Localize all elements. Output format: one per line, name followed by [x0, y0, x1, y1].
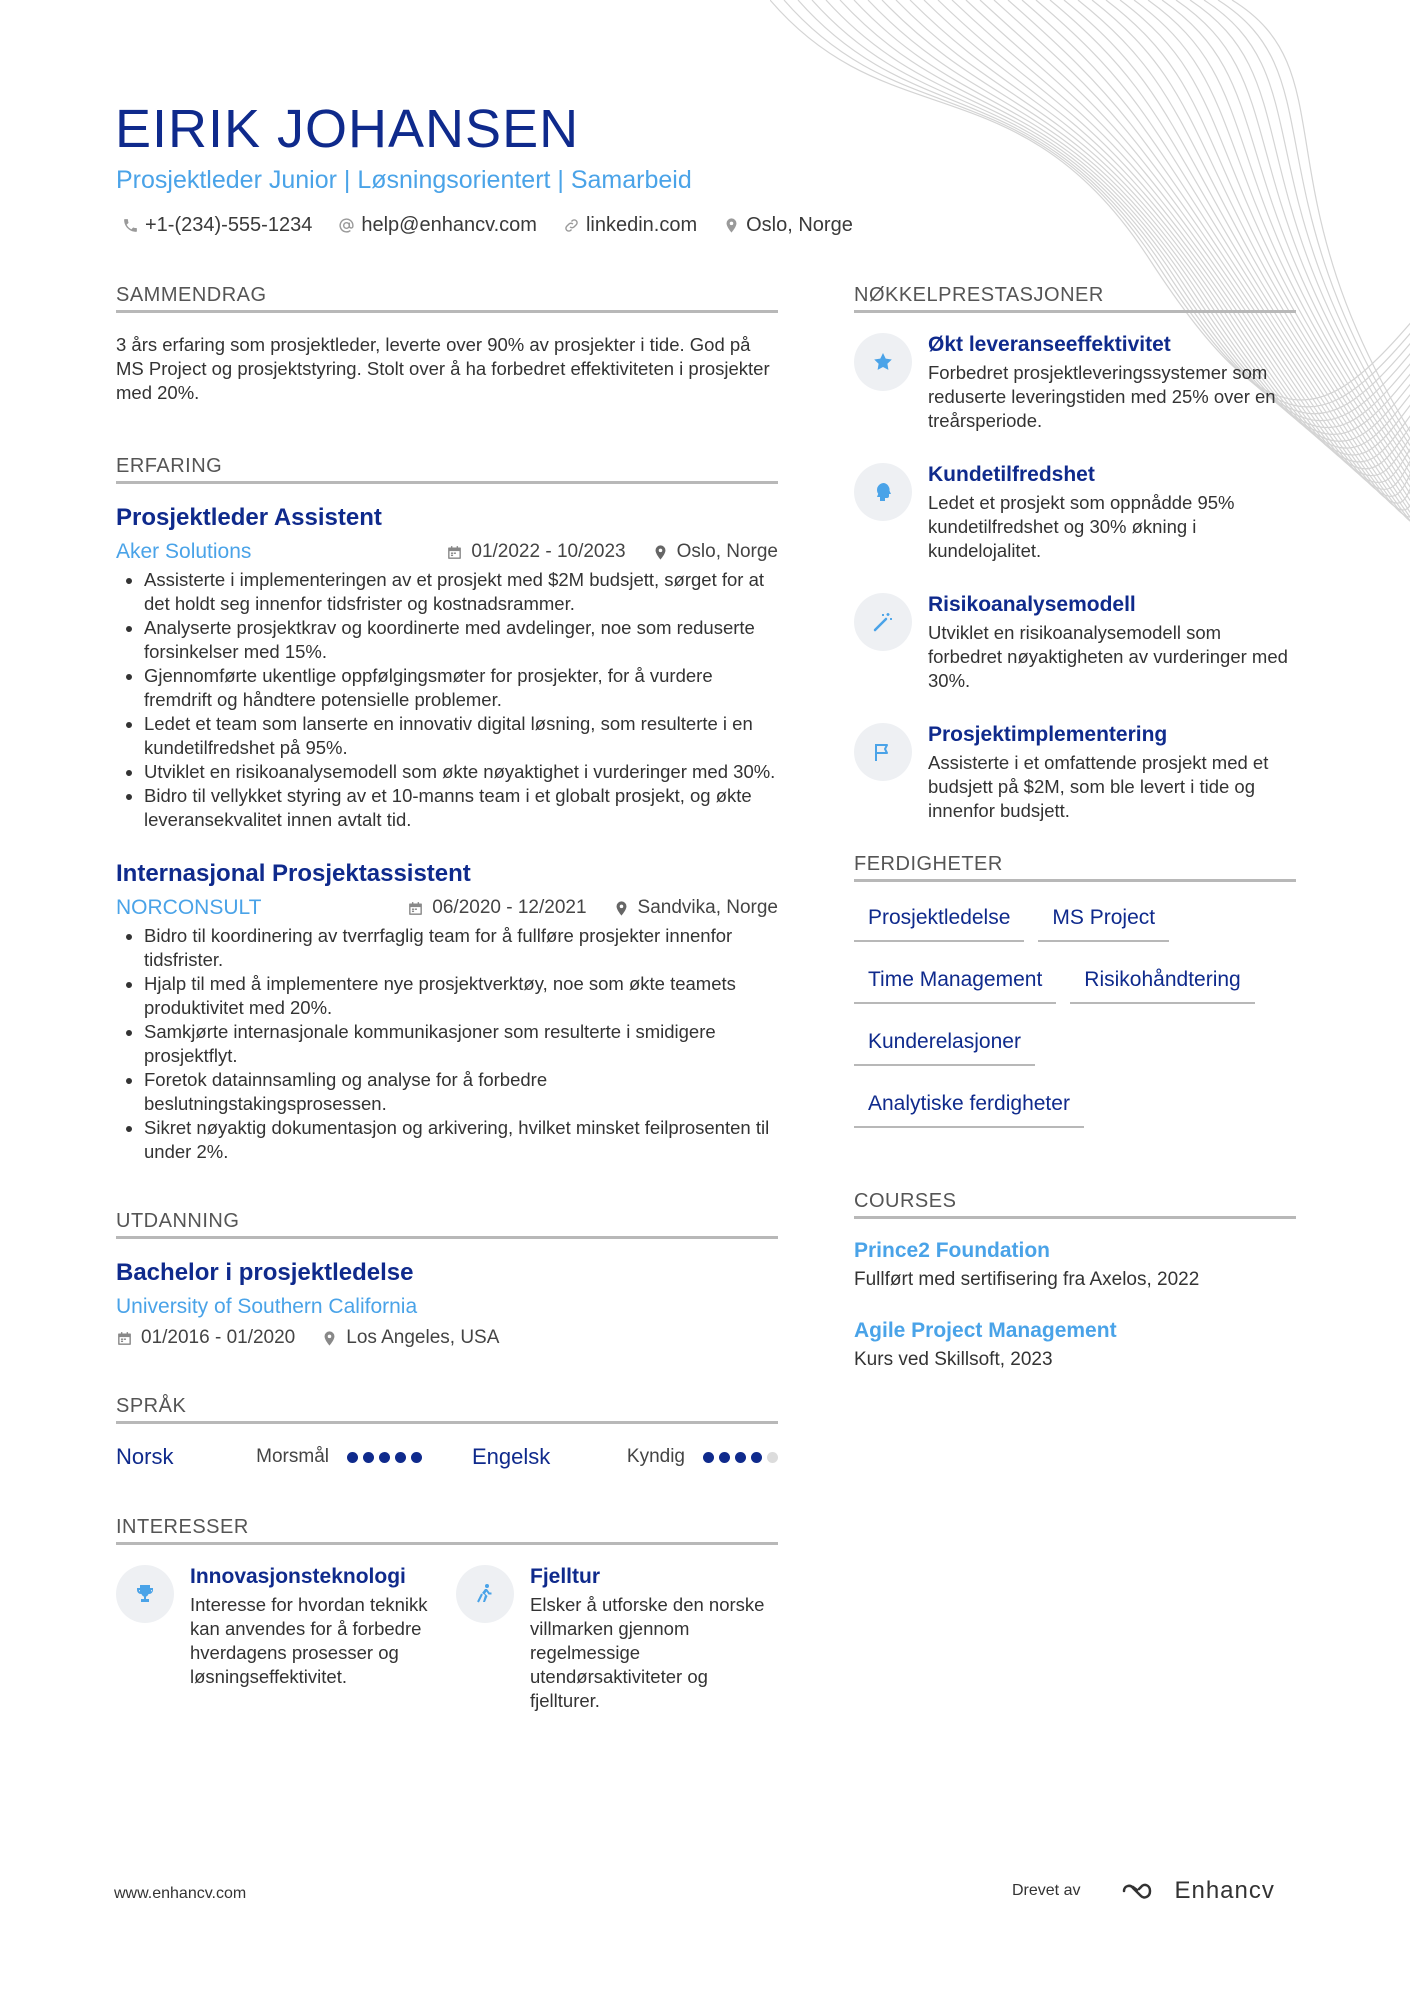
- skill-tag: Prosjektledelse: [854, 902, 1024, 942]
- interest-icon-wrap: [116, 1565, 174, 1623]
- rating-dot: [703, 1452, 714, 1463]
- job-company: Aker Solutions: [116, 540, 252, 563]
- languages-title: SPRÅK: [116, 1395, 778, 1424]
- language-rating: [703, 1452, 778, 1463]
- phone-icon: [122, 217, 139, 234]
- contact-email[interactable]: [338, 214, 537, 237]
- location-pin-icon: [613, 900, 630, 917]
- language-rating: [347, 1452, 422, 1463]
- achievement-title: Økt leveranseeffektivitet: [928, 333, 1171, 356]
- achievement-item: [854, 723, 1296, 823]
- contact-linkedin-text: linkedin.com: [585, 214, 698, 236]
- contact-location: [723, 214, 853, 237]
- achievement-icon-wrap: [854, 333, 912, 391]
- education-title: UTDANNING: [116, 1210, 778, 1239]
- footer-branding: [1012, 1877, 1275, 1905]
- achievement-icon-wrap: [854, 463, 912, 521]
- interests-section: [116, 1516, 778, 1713]
- rating-dot: [735, 1452, 746, 1463]
- skills-section: [854, 853, 1296, 1128]
- education-school: University of Southern California: [116, 1295, 418, 1318]
- interest-desc: Interesse for hvordan teknikk kan anvendes for å forbedre hverdagens prosesser og løsningseffektivitet.: [190, 1594, 428, 1687]
- right-column: [854, 284, 1296, 1399]
- education-dates: 01/2016 - 01/2020: [141, 1327, 296, 1348]
- interest-item: [456, 1565, 778, 1713]
- courses-title: COURSES: [854, 1190, 1296, 1219]
- skill-tag: Analytiske ferdigheter: [854, 1088, 1084, 1128]
- location-pin-icon: [723, 217, 740, 234]
- summary-title: SAMMENDRAG: [116, 284, 778, 313]
- rating-dot: [767, 1452, 778, 1463]
- brand-logo[interactable]: [1120, 1877, 1274, 1905]
- calendar-icon: [446, 544, 463, 561]
- rating-dot: [379, 1452, 390, 1463]
- star-icon: [871, 350, 895, 374]
- list-item: • Analyserte prosjektkrav og koordinerte med avdelinger, noe som reduserte forsinkelser med 15%.: [144, 616, 778, 664]
- list-item: • Bidro til vellykket styring av et 10-manns team i et globalt prosjekt, og økte leveransekvalitet innen avtalt tid.: [144, 784, 778, 832]
- list-item: • Foretok datainnsamling og analyse for å forbedre beslutningstakingsprosessen.: [144, 1068, 778, 1116]
- achievement-desc: Assisterte i et omfattende prosjekt med et budsjett på $2M, som ble levert i tide og innenfor budsjett.: [928, 752, 1269, 821]
- language-item: [472, 1444, 778, 1470]
- interests-title: INTERESSER: [116, 1516, 778, 1545]
- job-bullets: [116, 568, 778, 832]
- job-role: Prosjektleder Assistent: [116, 504, 382, 531]
- job-location: Sandvika, Norge: [637, 897, 778, 918]
- summary-section: [116, 284, 778, 405]
- list-item: • Assisterte i implementeringen av et prosjekt med $2M budsjett, sørget for at det holdt seg innenfor tidsfrister og kostnadsrammer.: [144, 568, 778, 616]
- achievement-desc: Utviklet en risikoanalysemodell som forbedret nøyaktigheten av vurderinger med 30%.: [928, 622, 1288, 691]
- achievement-icon-wrap: [854, 593, 912, 651]
- interest-title: Fjelltur: [530, 1565, 601, 1588]
- contact-linkedin[interactable]: [563, 214, 697, 237]
- list-item: • Ledet et team som lanserte en innovativ digital løsning, som resulterte i en kundetilfredshet på 95%.: [144, 712, 778, 760]
- rating-dot: [363, 1452, 374, 1463]
- contact-phone[interactable]: [122, 214, 312, 237]
- rating-dot: [411, 1452, 422, 1463]
- list-item: • Bidro til koordinering av tverrfaglig team for å fullføre prosjekter innenfor tidsfrister.: [144, 924, 778, 972]
- brand-name: Enhancv: [1174, 1877, 1275, 1904]
- achievement-desc: Forbedret prosjektleveringssystemer som reduserte leveringstiden med 25% over en treårsperiode.: [928, 362, 1276, 431]
- language-level: Kyndig: [626, 1446, 685, 1467]
- location-pin-icon: [652, 544, 669, 561]
- job-role: Internasjonal Prosjektassistent: [116, 860, 471, 887]
- job-location: Oslo, Norge: [676, 541, 778, 562]
- language-level: Morsmål: [256, 1446, 329, 1467]
- course-desc: Kurs ved Skillsoft, 2023: [854, 1349, 1053, 1370]
- interest-icon-wrap: [456, 1565, 514, 1623]
- language-name: Engelsk: [472, 1444, 551, 1469]
- job-dates: 06/2020 - 12/2021: [432, 897, 587, 918]
- contact-bar: [122, 214, 853, 237]
- list-item: • Samkjørte internasjonale kommunikasjoner som resulterte i smidigere prosjektflyt.: [144, 1020, 778, 1068]
- achievement-title: Risikoanalysemodell: [928, 593, 1136, 616]
- rating-dot: [719, 1452, 730, 1463]
- education-location: Los Angeles, USA: [346, 1327, 500, 1348]
- job-company: NORCONSULT: [116, 896, 262, 919]
- job-entry: [116, 860, 778, 1164]
- rating-dot: [395, 1452, 406, 1463]
- hiking-icon: [473, 1582, 497, 1606]
- contact-email-text: help@enhancv.com: [361, 214, 537, 236]
- interest-desc: Elsker å utforske den norske villmarken gjennom regelmessige utendørsaktiviteter og fjellturer.: [530, 1594, 765, 1711]
- achievements-title: NØKKELPRESTASJONER: [854, 284, 1296, 313]
- skill-tag: Time Management: [854, 964, 1056, 1004]
- education-degree: Bachelor i prosjektledelse: [116, 1259, 414, 1286]
- courses-section: [854, 1190, 1296, 1371]
- language-item: [116, 1444, 422, 1470]
- footer-website[interactable]: www.enhancv.com: [114, 1885, 247, 1902]
- achievement-title: Prosjektimplementering: [928, 723, 1168, 746]
- languages-section: [116, 1395, 778, 1470]
- skills-title: FERDIGHETER: [854, 853, 1296, 882]
- language-name: Norsk: [116, 1444, 174, 1469]
- headline: Prosjektleder Junior | Løsningsorientert | Samarbeid: [116, 166, 692, 194]
- job-dates: 01/2022 - 10/2023: [471, 541, 626, 562]
- contact-location-text: Oslo, Norge: [746, 214, 853, 236]
- skill-tag: MS Project: [1038, 902, 1169, 942]
- achievement-icon-wrap: [854, 723, 912, 781]
- list-item: • Hjalp til med å implementere nye prosjektverktøy, noe som økte teamets produktivitet med 20%.: [144, 972, 778, 1020]
- achievement-desc: Ledet et prosjekt som oppnådde 95% kundetilfredshet og 30% økning i kundelojalitet.: [928, 492, 1235, 561]
- link-icon: [563, 217, 580, 234]
- interest-title: Innovasjonsteknologi: [190, 1565, 406, 1588]
- skills-list: [854, 902, 1296, 1128]
- achievement-item: [854, 333, 1296, 433]
- achievement-title: Kundetilfredshet: [928, 463, 1095, 486]
- calendar-icon: [116, 1330, 133, 1347]
- trophy-icon: [133, 1582, 157, 1606]
- skill-tag: Risikohåndtering: [1070, 964, 1254, 1004]
- flag-icon: [871, 740, 895, 764]
- contact-phone-text: +1-(234)-555-1234: [145, 214, 313, 236]
- location-pin-icon: [321, 1330, 338, 1347]
- magic-wand-icon: [871, 610, 895, 634]
- candidate-name: EIRIK JOHANSEN: [115, 99, 580, 159]
- list-item: • Gjennomførte ukentlige oppfølgingsmøter for prosjekter, for å vurdere fremdrift og håndtere potensielle problemer.: [144, 664, 778, 712]
- achievement-item: [854, 593, 1296, 693]
- list-item: • Utviklet en risikoanalysemodell som økte nøyaktighet i vurderinger med 30%.: [144, 760, 778, 784]
- education-section: [116, 1210, 778, 1349]
- course-desc: Fullført med sertifisering fra Axelos, 2022: [854, 1269, 1200, 1290]
- rating-dot: [751, 1452, 762, 1463]
- experience-section: [116, 455, 778, 1164]
- course-title: Agile Project Management: [854, 1319, 1117, 1342]
- skill-tag: Kunderelasjoner: [854, 1026, 1035, 1066]
- experience-title: ERFARING: [116, 455, 778, 484]
- course-title: Prince2 Foundation: [854, 1239, 1051, 1262]
- job-entry: [116, 504, 778, 832]
- calendar-icon: [407, 900, 424, 917]
- achievement-item: [854, 463, 1296, 563]
- list-item: • Sikret nøyaktig dokumentasjon og arkivering, hvilket minsket feilprosenten til under 2%.: [144, 1116, 778, 1164]
- enhancv-logo-icon: [1120, 1879, 1166, 1903]
- achievements-section: [854, 284, 1296, 823]
- job-bullets: [116, 924, 778, 1164]
- powered-by-text: Drevet av: [1012, 1882, 1081, 1899]
- rating-dot: [347, 1452, 358, 1463]
- at-icon: [338, 217, 355, 234]
- interest-item: [116, 1565, 438, 1713]
- left-column: [116, 284, 778, 1713]
- brain-icon: [871, 480, 895, 504]
- summary-text: 3 års erfaring som prosjektleder, leverte over 90% av prosjekter i tide. God på MS Project og prosjektstyring. Stolt over å ha forbedret effektiviteten i prosjekter med 20%.: [116, 334, 770, 403]
